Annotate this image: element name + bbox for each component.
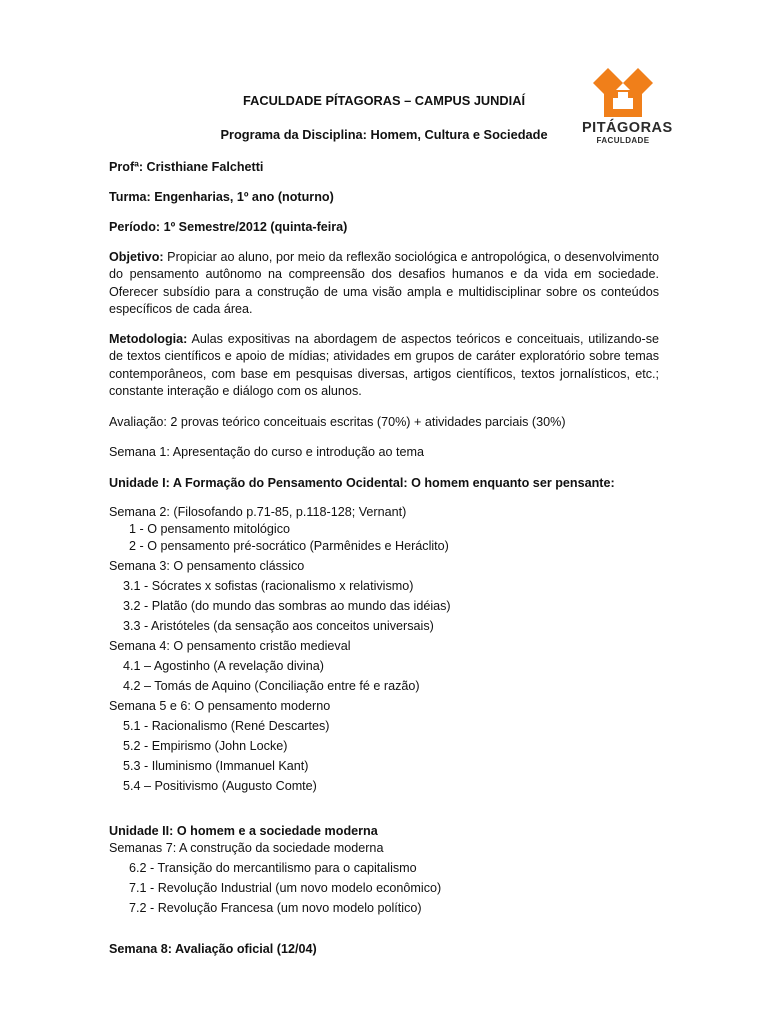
avaliacao-line: Avaliação: 2 provas teórico conceituais escritas (70%) + atividades parciais (30%) [109,415,566,429]
list-item: 3.1 - Sócrates x sofistas (racionalismo x relativismo) [123,579,414,593]
document-subtitle: Programa da Disciplina: Homem, Cultura e Sociedade [220,127,548,142]
objetivo-text: Propiciar ao aluno, por meio da reflexão sociológica e antropológica, o desenvolvimento do pensamento autônomo na compreensão dos desafios humanos e da vida em sociedade. Oferecer subsídio para a construção de uma visão ampla e multidisciplinar sobre os conteúdos específicos de cada área. [109,250,659,316]
list-item: 5.3 - Iluminismo (Immanuel Kant) [123,759,309,773]
logo-subtitle: FACULDADE [596,136,650,145]
unidade-2-content [109,823,659,917]
list-item: 3.3 - Aristóteles (da sensação aos conceitos universais) [123,619,434,633]
list-item: 7.2 - Revolução Francesa (um novo modelo político) [129,901,422,915]
list-item: 6.2 - Transição do mercantilismo para o capitalismo [129,861,417,875]
list-item: 4.1 – Agostinho (A revelação divina) [123,659,324,673]
professor-line: Profª: Cristhiane Falchetti [109,160,264,174]
list-item: 3.2 - Platão (do mundo das sombras ao mundo das idéias) [123,599,451,613]
list-item: 1 - O pensamento mitológico [129,522,291,536]
list-item: 2 - O pensamento pré-socrático (Parmênides e Heráclito) [129,539,449,553]
semana-7-line: Semanas 7: A construção da sociedade moderna [109,841,384,855]
logo-name: PITÁGORAS [582,120,673,136]
metodologia-paragraph [109,331,659,400]
objetivo-paragraph [109,249,659,318]
unidade-1-title: Unidade I: A Formação do Pensamento Ocidental: O homem enquanto ser pensante: [109,476,615,490]
list-item: 5.2 - Empirismo (John Locke) [123,739,288,753]
semana-1-line: Semana 1: Apresentação do curso e introdução ao tema [109,445,425,459]
metodologia-text: Aulas expositivas na abordagem de aspectos teóricos e conceituais, utilizando-se de textos científicos e apoio de mídias; atividades em grupos de caráter exploratório sobre temas contemporâneos, com base em pesquisas diversas, artigos científicos, textos jornalísticos, etc.; constante interação e diálogo com os alunos. [109,332,659,398]
metodologia-label: Metodologia: [109,332,188,346]
unidade-2-title: Unidade II: O homem e a sociedade moderna [109,824,378,838]
objetivo-label: Objetivo: [109,250,164,264]
document-title: FACULDADE PÍTAGORAS – CAMPUS JUNDIAÍ [242,93,526,108]
list-item: 5.1 - Racionalismo (René Descartes) [123,719,330,733]
turma-line: Turma: Engenharias, 1º ano (noturno) [109,190,334,204]
list-item: 4.2 – Tomás de Aquino (Conciliação entre fé e razão) [123,679,420,693]
semana-8-line: Semana 8: Avaliação oficial (12/04) [109,942,317,956]
list-item: 5.4 – Positivismo (Augusto Comte) [123,779,317,793]
unidade-1-content [109,504,659,795]
semana-2-line: Semana 2: (Filosofando p.71-85, p.118-128; Vernant) [109,505,407,519]
list-item: 7.1 - Revolução Industrial (um novo modelo econômico) [129,881,442,895]
semana-5-6-line: Semana 5 e 6: O pensamento moderno [109,699,331,713]
periodo-line: Período: 1º Semestre/2012 (quinta-feira) [109,220,348,234]
semana-3-line: Semana 3: O pensamento clássico [109,559,305,573]
semana-4-line: Semana 4: O pensamento cristão medieval [109,639,351,653]
